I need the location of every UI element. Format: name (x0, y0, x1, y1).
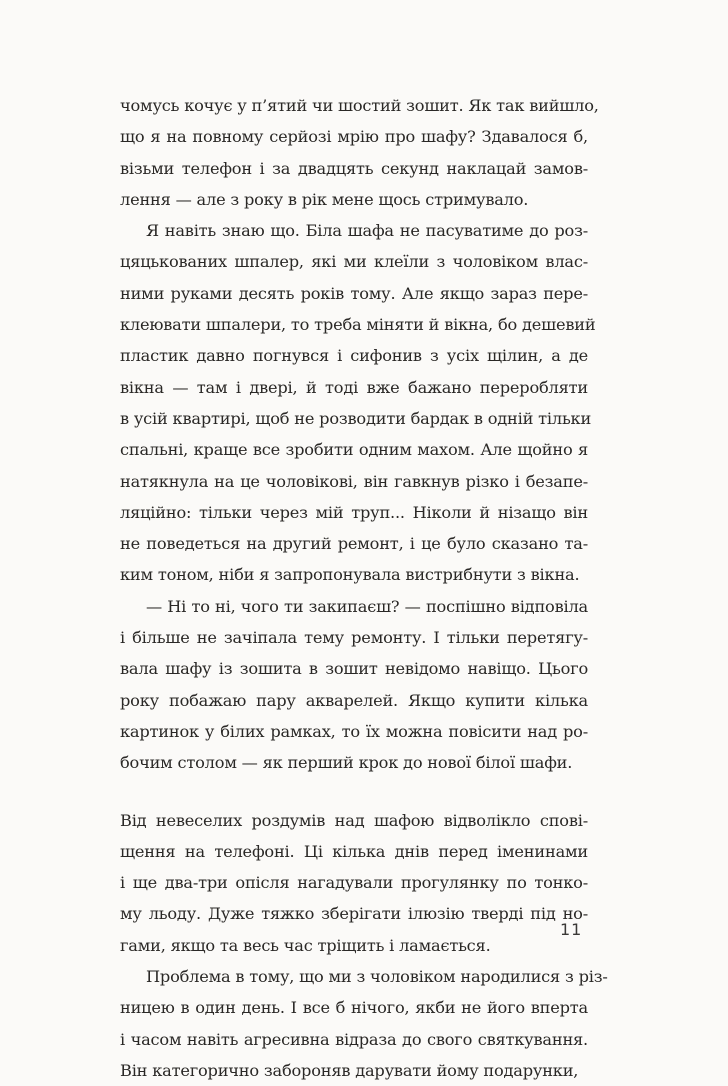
text-line: Він категорично забороняв дарувати йому подарунки, (120, 1060, 579, 1080)
text-line: Я навіть знаю що. Біла шафа не пасуватиме до роз- (146, 221, 588, 241)
text-line: року побажаю пару акварелей. Якщо купити кілька (120, 690, 588, 710)
text-line: пластик давно погнувся і сифонив з усіх щілин, а де (120, 346, 588, 366)
text-line: і ще два-три опісля нагадували прогулянку по тонко- (120, 873, 588, 893)
page-text (120, 90, 608, 1086)
paragraph (120, 591, 588, 779)
section-break (120, 779, 588, 805)
text-line: чомусь кочує у п’ятий чи шостий зошит. Як так вийшло, (120, 96, 599, 115)
text-line: ницею в один день. І все б нічого, якби не його вперта (120, 998, 588, 1018)
page-number: 11 (560, 920, 583, 939)
paragraph (120, 90, 599, 215)
text-line: ляційно: тільки через мій труп... Ніколи й нізащо він (120, 502, 588, 522)
text-line: ким тоном, ніби я запропонувала вистрибнути з вікна. (120, 565, 580, 585)
paragraph (120, 805, 588, 961)
text-line: картинок у білих рамках, то їх можна повісити над ро- (120, 721, 588, 741)
text-line: ними руками десять років тому. Але якщо зараз пере- (120, 283, 588, 303)
text-line: в усій квартирі, щоб не розводити бардак в одній тільки (120, 408, 592, 428)
text-line: лення — але з року в рік мене щось стримувало. (120, 189, 529, 209)
text-line: не поведеться на другий ремонт, і це було сказано та- (120, 534, 588, 554)
text-line: бочим столом — як перший крок до нової білої шафи. (120, 753, 573, 773)
text-line: і більше не зачіпала тему ремонту. І тільки перетягу- (120, 628, 588, 648)
text-line: вала шафу із зошита в зошит невідомо навіщо. Цього (120, 659, 588, 679)
text-line: цяцькованих шпалер, які ми клеїли з чоловіком влас- (120, 252, 588, 272)
text-line: щення на телефоні. Ці кілька днів перед іменинами (120, 841, 588, 861)
paragraph (120, 961, 608, 1086)
text-line: вікна — там і двері, й тоді вже бажано переробляти (120, 377, 588, 397)
text-line: що я на повному серйозі мрію про шафу? Здавалося б, (120, 127, 588, 147)
text-line: і часом навіть агресивна відраза до свого святкування. (120, 1029, 588, 1049)
paragraph (120, 215, 596, 591)
text-line: гами, якщо та весь час тріщить і ламається. (120, 935, 491, 955)
text-line: натякнула на це чоловікові, він гавкнув різко і безапе- (120, 471, 588, 491)
text-line: візьми телефон і за двадцять секунд наклацай замов- (120, 158, 588, 178)
text-line: — Ні то ні, чого ти закипаєш? — поспішно відповіла (146, 596, 588, 616)
text-line: Від невеселих роздумів над шафою відволікло спові- (120, 810, 588, 830)
text-line: спальні, краще все зробити одним махом. Але щойно я (120, 440, 588, 460)
text-line: клеювати шпалери, то треба міняти й вікна, бо дешевий (120, 315, 596, 335)
text-line: му льоду. Дуже тяжко зберігати ілюзію тверді під но- (120, 904, 588, 924)
text-line: Проблема в тому, що ми з чоловіком народилися з різ- (146, 967, 608, 987)
